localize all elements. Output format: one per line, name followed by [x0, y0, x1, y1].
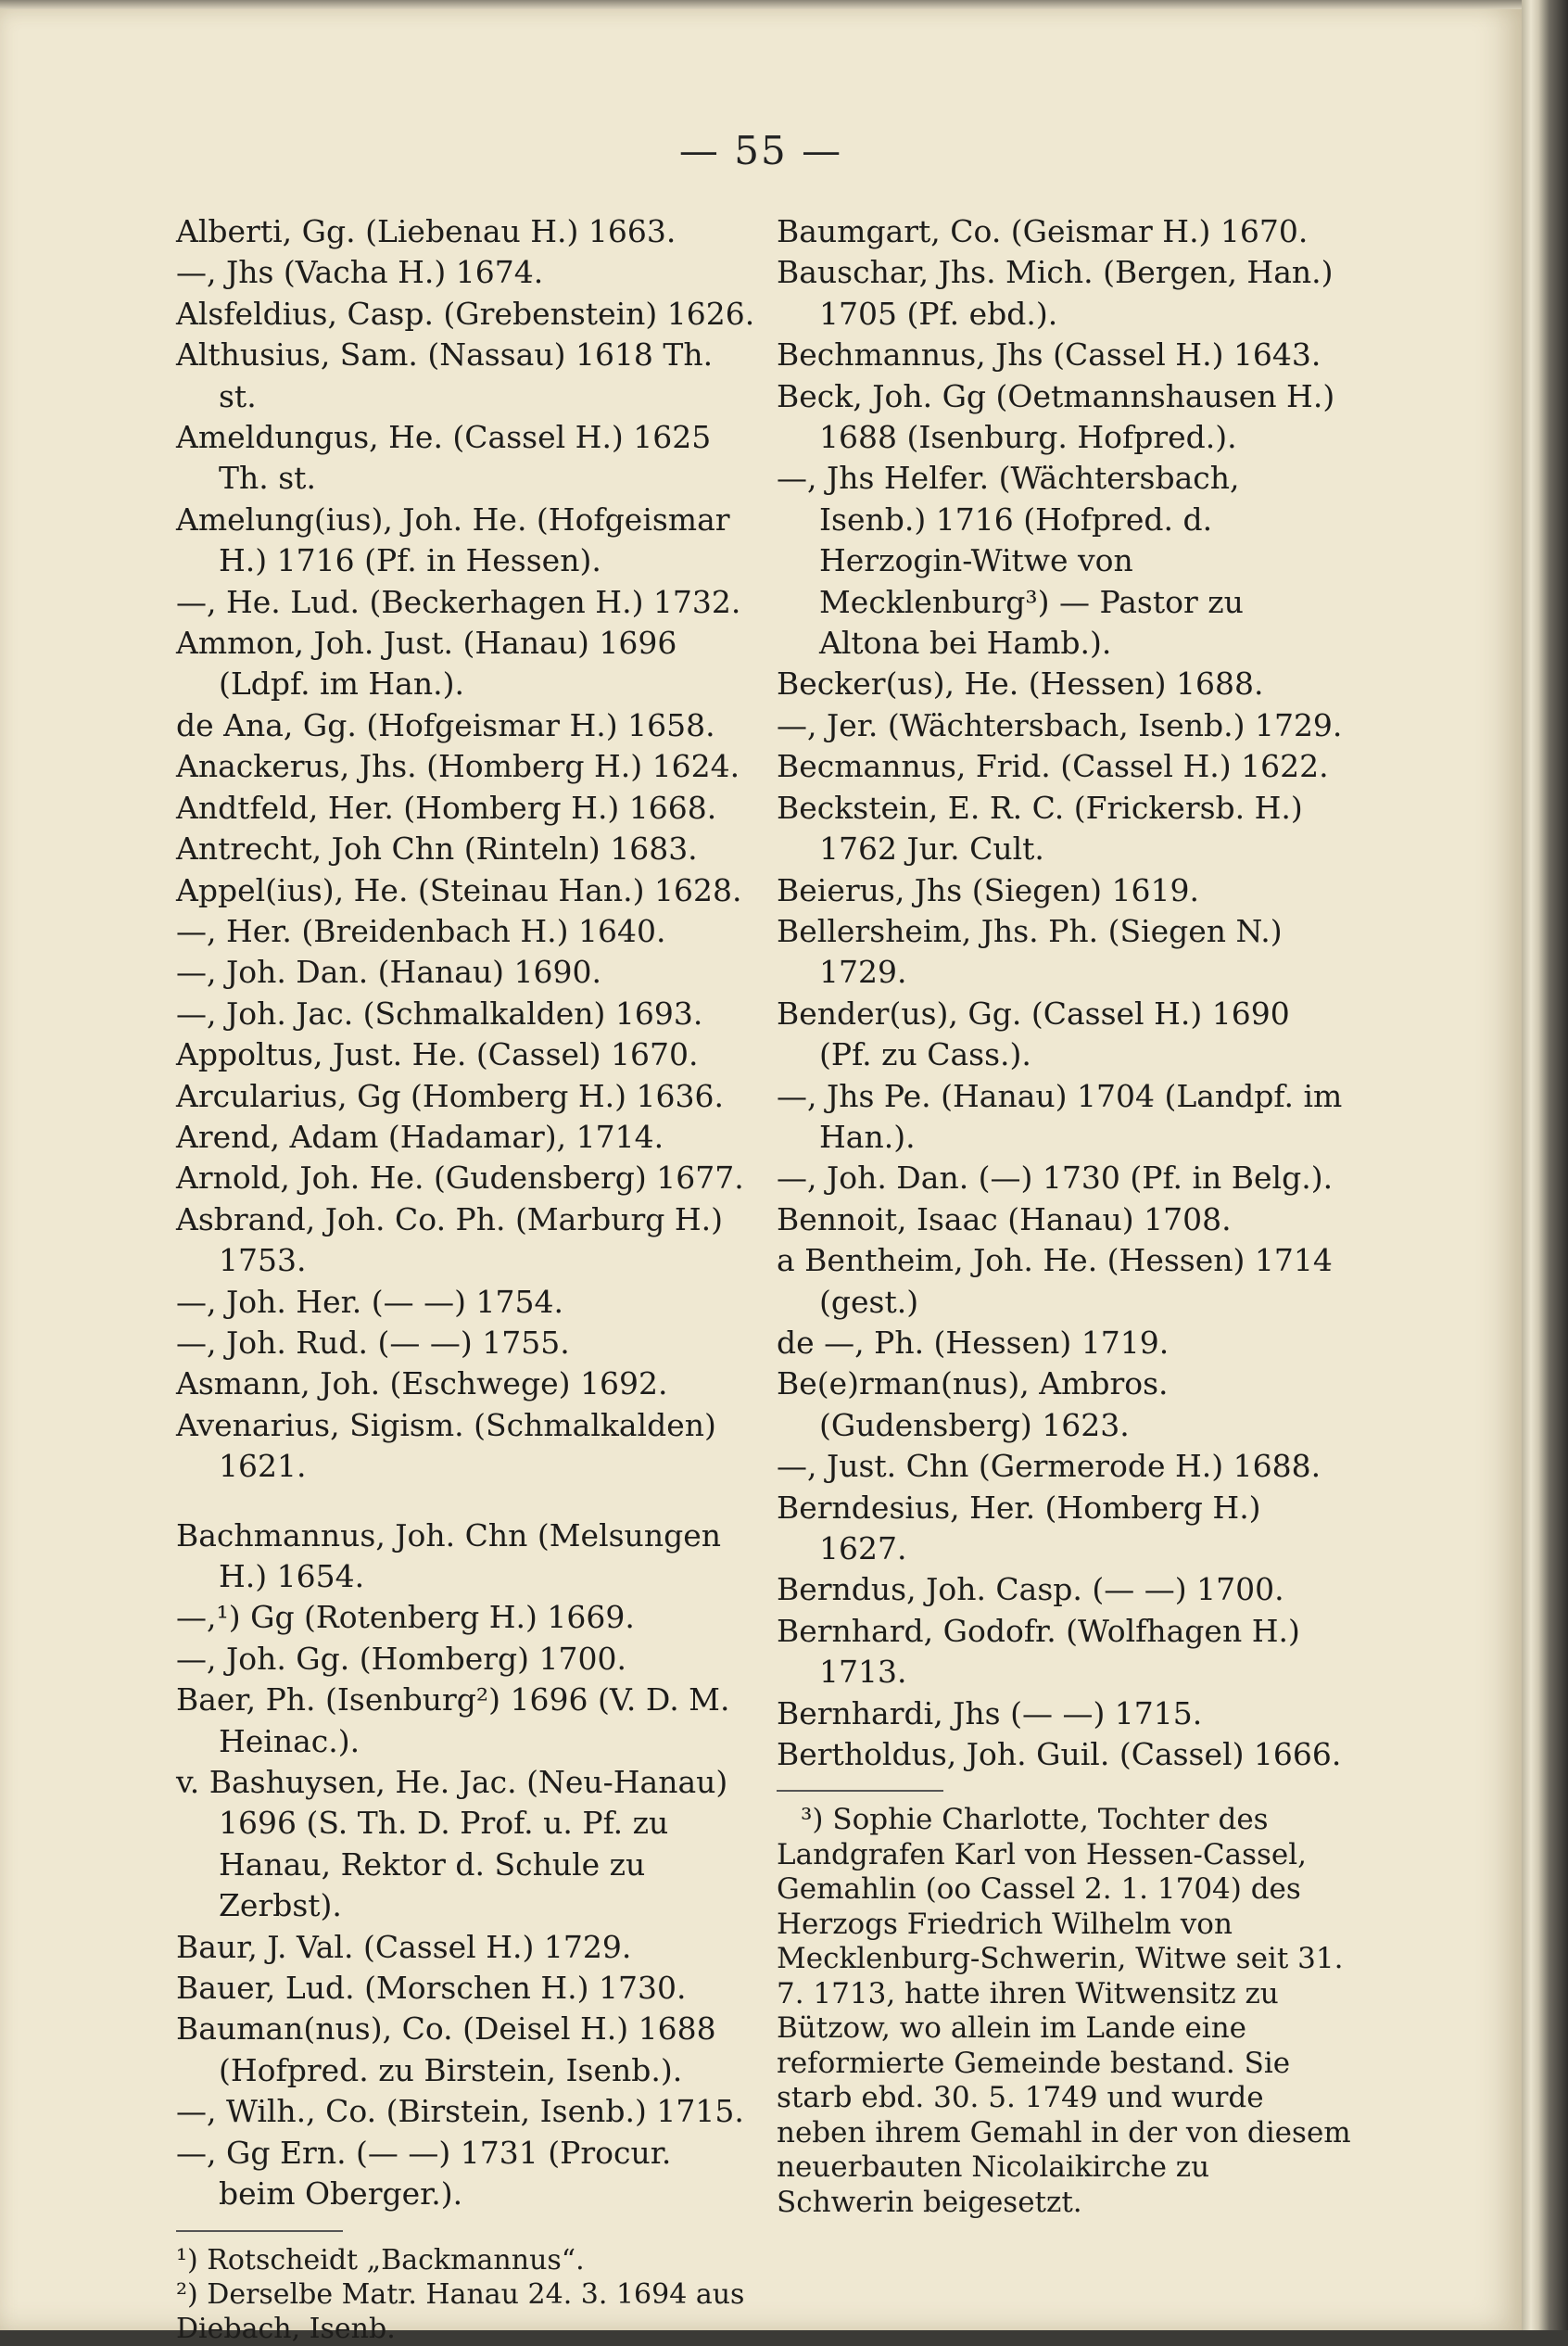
register-entry: Amelung(ius), Joh. He. (Hofgeismar H.) 1716 (Pf. in Hessen).: [176, 501, 730, 579]
register-entry: Appoltus, Just. He. (Cassel) 1670.: [176, 1036, 699, 1073]
register-entry: —, Jer. (Wächtersbach, Isenb.) 1729.: [777, 706, 1343, 743]
register-entry: Arnold, Joh. He. (Gudensberg) 1677.: [176, 1160, 744, 1197]
register-entry: —, Jhs Pe. (Hanau) 1704 (Landpf. im Han.).: [777, 1077, 1343, 1155]
register-entry: a Bentheim, Joh. He. (Hessen) 1714 (gest.): [777, 1242, 1333, 1320]
register-entry: Arcularius, Gg (Homberg H.) 1636.: [176, 1077, 725, 1114]
register-entry: Berndesius, Her. (Homberg H.) 1627.: [777, 1489, 1261, 1566]
register-entry: Asmann, Joh. (Eschwege) 1692.: [176, 1365, 668, 1402]
register-entry: Be(e)rman(nus), Ambros. (Gudensberg) 1623.: [777, 1365, 1169, 1443]
register-entry: —, Gg Ern. (— —) 1731 (Procur. beim Oberger.).: [176, 2134, 672, 2213]
register-entry: Alsfeldius, Casp. (Grebenstein) 1626.: [176, 295, 755, 332]
page-number: — 55 —: [678, 128, 843, 173]
register-entry: —, Jhs Helfer. (Wächtersbach, Isenb.) 1716 (Hofpred. d. Herzogin-Witwe von Mecklenburg³) — Pastor zu Altona bei Hamb.).: [777, 460, 1244, 662]
register-entry: Bachmannus, Joh. Chn (Melsungen H.) 1654.: [176, 1516, 721, 1594]
register-entry: —, Joh. Gg. (Homberg) 1700.: [176, 1640, 626, 1677]
left-entries-b: [176, 1515, 755, 2215]
register-entry: Anackerus, Jhs. (Homberg H.) 1624.: [176, 748, 740, 785]
register-entry: Asbrand, Joh. Co. Ph. (Marburg H.) 1753.: [176, 1200, 724, 1279]
register-entry: Ammon, Joh. Just. (Hanau) 1696 (Ldpf. im Han.).: [176, 625, 677, 703]
register-entry: —,¹) Gg (Rotenberg H.) 1669.: [176, 1599, 635, 1636]
register-entry: Ameldungus, He. (Cassel H.) 1625 Th. st.: [176, 419, 712, 497]
register-entry: —, Wilh., Co. (Birstein, Isenb.) 1715.: [176, 2093, 744, 2130]
footnote-rule: [176, 2230, 343, 2232]
register-entry: v. Bashuysen, He. Jac. (Neu-Hanau) 1696 (S. Th. D. Prof. u. Pf. zu Hanau, Rektor d. Schule zu Zerbst).: [176, 1764, 728, 1924]
book-spine-edge: [1522, 0, 1568, 2330]
register-entry: —, Her. (Breidenbach H.) 1640.: [176, 912, 666, 949]
register-entry: Althusius, Sam. (Nassau) 1618 Th. st.: [176, 336, 714, 414]
right-entries: [777, 211, 1351, 1775]
register-entry: Becker(us), He. (Hessen) 1688.: [777, 666, 1264, 703]
register-entry: Andtfeld, Her. (Homberg H.) 1668.: [176, 789, 717, 826]
register-entry: Berndus, Joh. Casp. (— —) 1700.: [777, 1571, 1284, 1608]
register-entry: Bennoit, Isaac (Hanau) 1708.: [777, 1200, 1232, 1237]
register-entry: —, Joh. Dan. (—) 1730 (Pf. in Belg.).: [777, 1160, 1334, 1197]
register-entry: Baumgart, Co. (Geismar H.) 1670.: [777, 213, 1309, 249]
register-entry: —, Joh. Dan. (Hanau) 1690.: [176, 954, 602, 991]
register-entry: —, Jhs (Vacha H.) 1674.: [176, 254, 544, 291]
register-entry: de Ana, Gg. (Hofgeismar H.) 1658.: [176, 706, 715, 743]
register-entry: Baur, J. Val. (Cassel H.) 1729.: [176, 1928, 632, 1965]
left-entries-a: [176, 211, 755, 1488]
register-entry: Bauschar, Jhs. Mich. (Bergen, Han.) 1705 (Pf. ebd.).: [777, 254, 1334, 332]
register-entry: —, He. Lud. (Beckerhagen H.) 1732.: [176, 583, 741, 620]
register-entry: Alberti, Gg. (Liebenau H.) 1663.: [176, 213, 677, 249]
register-entry: Becmannus, Frid. (Cassel H.) 1622.: [777, 748, 1329, 785]
section-gap: [176, 1488, 755, 1515]
register-entry: Bechmannus, Jhs (Cassel H.) 1643.: [777, 336, 1321, 374]
page-top-edge: [0, 0, 1522, 9]
register-entry: —, Joh. Her. (— —) 1754.: [176, 1283, 563, 1320]
register-entry: Bender(us), Gg. (Cassel H.) 1690 (Pf. zu Cass.).: [777, 995, 1290, 1073]
register-entry: —, Joh. Jac. (Schmalkalden) 1693.: [176, 995, 703, 1032]
register-entry: Appel(ius), He. (Steinau Han.) 1628.: [176, 871, 742, 908]
footnote: ³) Sophie Charlotte, Tochter des Landgrafen Karl von Hessen-Cassel, Gemahlin (oo Cassel 2. 1. 1704) des Herzogs Friedrich Wilhelm von Mecklenburg-Schwerin, Witwe seit 31. 7. 1713, hatte ihren Witwensitz zu Bützow, wo allein im Lande eine reformierte Gemeinde bestand. Sie starb ebd. 30. 5. 1749 und wurde neben ihrem Gemahl in der von diesem neuerbauten Nicolaikirche zu Schwerin beigesetzt.: [777, 1803, 1351, 2219]
register-entry: Bernhard, Godofr. (Wolfhagen H.) 1713.: [777, 1612, 1300, 1691]
register-entry: Arend, Adam (Hadamar), 1714.: [176, 1118, 664, 1155]
register-entry: Bauman(nus), Co. (Deisel H.) 1688 (Hofpred. zu Birstein, Isenb.).: [176, 2010, 716, 2088]
register-entry: Bernhardi, Jhs (— —) 1715.: [777, 1694, 1203, 1731]
register-entry: Avenarius, Sigism. (Schmalkalden) 1621.: [176, 1406, 716, 1485]
left-column: [176, 211, 755, 2346]
register-entry: Bellersheim, Jhs. Ph. (Siegen N.) 1729.: [777, 912, 1283, 991]
register-entry: Antrecht, Joh Chn (Rinteln) 1683.: [176, 831, 698, 868]
register-entry: Beierus, Jhs (Siegen) 1619.: [777, 871, 1200, 908]
register-entry: de —, Ph. (Hessen) 1719.: [777, 1324, 1170, 1361]
register-entry: Bauer, Lud. (Morschen H.) 1730.: [176, 1970, 687, 2007]
register-entry: Baer, Ph. (Isenburg²) 1696 (V. D. M. Heinac.).: [176, 1681, 730, 1759]
footnote-rule: [777, 1790, 943, 1792]
right-column: [777, 211, 1351, 2220]
register-entry: Beck, Joh. Gg (Oetmannshausen H.) 1688 (Isenburg. Hofpred.).: [777, 377, 1335, 456]
footnote: ¹) Rotscheidt „Backmannus“.: [176, 2243, 585, 2276]
register-entry: —, Joh. Rud. (— —) 1755.: [176, 1324, 570, 1361]
footnote: ²) Derselbe Matr. Hanau 24. 3. 1694 aus Diebach, Isenb.: [176, 2277, 745, 2345]
register-entry: Bertholdus, Joh. Guil. (Cassel) 1666.: [777, 1736, 1342, 1773]
register-entry: Beckstein, E. R. C. (Frickersb. H.) 1762 Jur. Cult.: [777, 789, 1303, 868]
register-entry: —, Just. Chn (Germerode H.) 1688.: [777, 1448, 1321, 1485]
